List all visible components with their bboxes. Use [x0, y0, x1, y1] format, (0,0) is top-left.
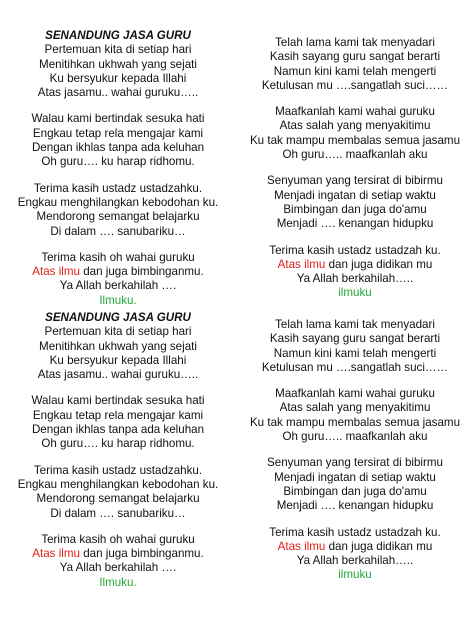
verse-line: Atas salah yang menyakitimu: [279, 401, 431, 415]
highlight-red-text: Atas ilmu: [277, 257, 326, 271]
poem-right-column-bottom: [246, 318, 464, 595]
verse-line: Terima kasih ustadz ustadzah ku.: [269, 525, 441, 539]
highlight-green-text: ilmuku: [338, 286, 372, 300]
verse-line: Namun kini kami telah mengerti: [273, 346, 437, 360]
stanza-3: [9, 182, 227, 239]
verse-line: Menitihkan ukhwah yang sejati: [39, 339, 197, 353]
stanza-8: [246, 526, 464, 583]
poem-left-column-bottom: [9, 311, 227, 602]
verse-line: Di dalam …. sanubariku…: [50, 224, 186, 238]
verse-line: Engkau tetap rela mengajar kami: [32, 408, 204, 422]
stanza-3: [9, 464, 227, 521]
verse-line: Telah lama kami tak menyadari: [275, 318, 435, 331]
verse-line: Terima kasih ustadz ustadzah ku.: [269, 243, 441, 257]
verse-line: Oh guru….. maafkanlah aku: [282, 148, 428, 162]
verse-line-rest: dan juga didikan mu: [325, 539, 433, 553]
verse-line: Engkau tetap rela mengajar kami: [32, 126, 204, 140]
verse-line: Bimbingan dan juga do'amu: [283, 202, 427, 216]
stanza-4: [9, 251, 227, 308]
verse-line: Oh guru…. ku harap ridhomu.: [41, 437, 195, 451]
verse-line: Terima kasih ustadz ustadzahku.: [33, 181, 203, 195]
highlight-red-text: Atas ilmu: [32, 265, 80, 279]
verse-line: Dengan ikhlas tanpa ada keluhan: [31, 423, 205, 437]
stanza-6: [246, 105, 464, 162]
verse-line: Terima kasih oh wahai guruku: [41, 532, 195, 546]
verse-line: Mendorong semangat belajarku: [36, 492, 200, 506]
poem-title: SENANDUNG JASA GURU: [45, 29, 191, 42]
verse-line: Bimbingan dan juga do'amu: [283, 484, 427, 498]
verse-line: Engkau menghilangkan kebodohan ku.: [17, 195, 219, 209]
verse-line: Atas salah yang menyakitimu: [279, 119, 431, 133]
highlight-red-text: Atas ilmu: [277, 539, 326, 553]
verse-line: Ya Allah berkahilah…..: [296, 272, 414, 286]
verse-line: Pertemuan kita di setiap hari: [44, 325, 192, 339]
verse-line: [246, 258, 464, 272]
verse-line: Menjadi …. kenangan hidupku: [276, 499, 434, 513]
verse-line: Ya Allah berkahilah ….: [59, 561, 177, 575]
stanza-7: [246, 456, 464, 513]
stanza-1: [9, 325, 227, 382]
verse-line: Terima kasih ustadz ustadzahku.: [33, 463, 203, 477]
stanza-1: [9, 43, 227, 100]
verse-line: Menjadi ingatan di setiap waktu: [274, 470, 436, 484]
verse-line: [9, 265, 227, 279]
verse-line: Oh guru….. maafkanlah aku: [282, 430, 428, 444]
verse-line: Di dalam …. sanubariku…: [50, 506, 186, 520]
verse-line: Engkau menghilangkan kebodohan ku.: [17, 477, 219, 491]
verse-line: Oh guru…. ku harap ridhomu.: [41, 155, 195, 169]
poem-right-column-top: [246, 36, 464, 313]
verse-line: Ku tak mampu membalas semua jasamu: [249, 133, 461, 147]
verse-line: Terima kasih oh wahai guruku: [41, 250, 195, 264]
verse-line: Maafkanlah kami wahai guruku: [275, 387, 435, 401]
verse-line: Menjadi ingatan di setiap waktu: [274, 188, 436, 202]
verse-line: Dengan ikhlas tanpa ada keluhan: [31, 141, 205, 155]
verse-line-rest: dan juga bimbinganmu.: [79, 265, 204, 279]
highlight-green-text: Ilmuku.: [99, 575, 137, 589]
verse-line: Ketulusan mu ….sangatlah suci……: [261, 78, 449, 92]
highlight-green-text: ilmuku: [338, 568, 372, 582]
verse-line: [246, 540, 464, 554]
verse-line-rest: dan juga bimbinganmu.: [79, 547, 204, 561]
verse-line: [9, 547, 227, 561]
verse-line: Ku tak mampu membalas semua jasamu: [249, 415, 461, 429]
verse-line: Menjadi …. kenangan hidupku: [276, 217, 434, 231]
verse-line: Walau kami bertindak sesuka hati: [31, 394, 205, 408]
stanza-8: [246, 244, 464, 301]
stanza-5: [246, 36, 464, 93]
verse-line: Walau kami bertindak sesuka hati: [31, 112, 205, 126]
highlight-red-text: Atas ilmu: [32, 547, 80, 561]
verse-line: Telah lama kami tak menyadari: [275, 36, 435, 49]
verse-line: Senyuman yang tersirat di bibirmu: [267, 174, 443, 188]
verse-line: Atas jasamu.. wahai guruku…..: [37, 86, 199, 100]
stanza-4: [9, 533, 227, 590]
verse-line: Ku bersyukur kepada Illahi: [49, 353, 187, 367]
verse-line: Maafkanlah kami wahai guruku: [275, 105, 435, 119]
verse-line: Kasih sayang guru sangat berarti: [269, 50, 441, 64]
verse-line: Ketulusan mu ….sangatlah suci……: [261, 360, 449, 374]
verse-line: Mendorong semangat belajarku: [36, 210, 200, 224]
verse-line: Namun kini kami telah mengerti: [273, 64, 437, 78]
verse-line: Kasih sayang guru sangat berarti: [269, 332, 441, 346]
verse-line: Pertemuan kita di setiap hari: [44, 43, 192, 57]
verse-line: Atas jasamu.. wahai guruku…..: [37, 368, 199, 382]
verse-line: Ku bersyukur kepada Illahi: [49, 71, 187, 85]
verse-line: Menitihkan ukhwah yang sejati: [39, 57, 197, 71]
highlight-green-text: Ilmuku.: [99, 293, 137, 307]
poem-left-column-top: [9, 29, 227, 320]
verse-line: Ya Allah berkahilah ….: [59, 279, 177, 293]
verse-line: Ya Allah berkahilah…..: [296, 554, 414, 568]
stanza-5: [246, 318, 464, 375]
stanza-6: [246, 387, 464, 444]
verse-line-rest: dan juga didikan mu: [325, 257, 433, 271]
poem-title: SENANDUNG JASA GURU: [45, 311, 191, 324]
verse-line: Senyuman yang tersirat di bibirmu: [267, 456, 443, 470]
stanza-7: [246, 174, 464, 231]
stanza-2: [9, 112, 227, 169]
stanza-2: [9, 394, 227, 451]
